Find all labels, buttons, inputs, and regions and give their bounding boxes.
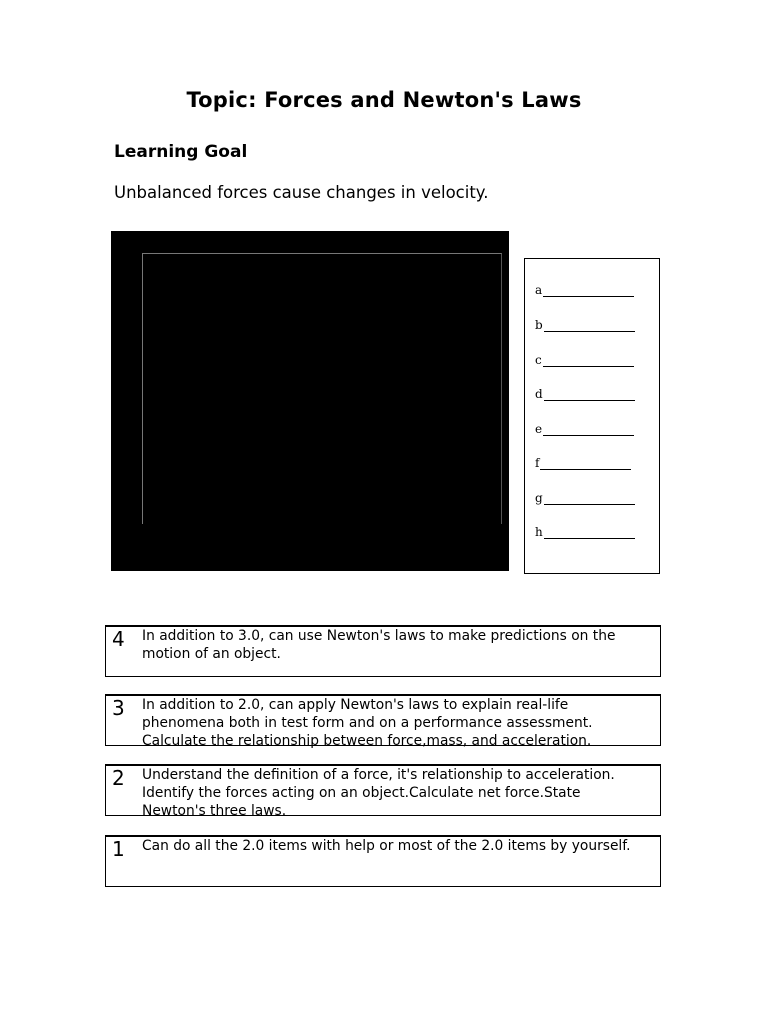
answer-line-c — [535, 353, 634, 367]
answer-label-box — [524, 258, 660, 574]
scale-level: 3 — [112, 696, 125, 720]
diagram-image — [111, 231, 509, 571]
answer-line-e — [535, 422, 634, 436]
scale-row-1 — [105, 835, 661, 887]
answer-blank — [540, 458, 631, 470]
answer-label: d — [535, 387, 543, 401]
scale-level: 1 — [112, 837, 125, 861]
answer-line-a — [535, 283, 634, 297]
answer-label: c — [535, 353, 542, 367]
answer-line-d — [535, 387, 635, 401]
scale-level: 4 — [112, 627, 125, 651]
page-title: Topic: Forces and Newton's Laws — [186, 88, 582, 112]
diagram-frame — [142, 253, 502, 524]
answer-blank — [543, 285, 634, 297]
answer-blank — [543, 355, 634, 367]
scale-description: In addition to 2.0, can apply Newton's laws to explain real-life phenomena both in test form and on a performance assessment. Calculate the relationship between force,mass, and acceleration. — [142, 697, 593, 749]
answer-line-h — [535, 525, 635, 539]
answer-blank — [544, 389, 635, 401]
answer-line-f — [535, 456, 631, 470]
answer-blank — [543, 424, 634, 436]
scale-description: Understand the definition of a force, it's relationship to acceleration. Identify the forces acting on an object.Calculate net force.State Newton's three laws. — [142, 767, 615, 819]
answer-label: b — [535, 318, 543, 332]
scale-description: In addition to 3.0, can use Newton's laws to make predictions on the motion of an object. — [142, 628, 616, 662]
answer-label: g — [535, 491, 543, 505]
answer-line-g — [535, 491, 635, 505]
scale-row-3 — [105, 694, 661, 749]
scale-level: 2 — [112, 766, 125, 790]
answer-blank — [544, 527, 635, 539]
answer-label: e — [535, 422, 543, 436]
answer-label: h — [535, 525, 543, 539]
learning-goal-text: Unbalanced forces cause changes in velocity. — [114, 183, 489, 202]
answer-blank — [544, 320, 635, 332]
answer-blank — [544, 493, 635, 505]
answer-label: a — [535, 283, 543, 297]
scale-row-4 — [105, 625, 661, 677]
answer-label: f — [535, 456, 540, 470]
learning-goal-heading: Learning Goal — [114, 142, 248, 162]
scale-row-2 — [105, 764, 661, 819]
scale-description: Can do all the 2.0 items with help or most of the 2.0 items by yourself. — [142, 838, 631, 854]
answer-line-b — [535, 318, 635, 332]
